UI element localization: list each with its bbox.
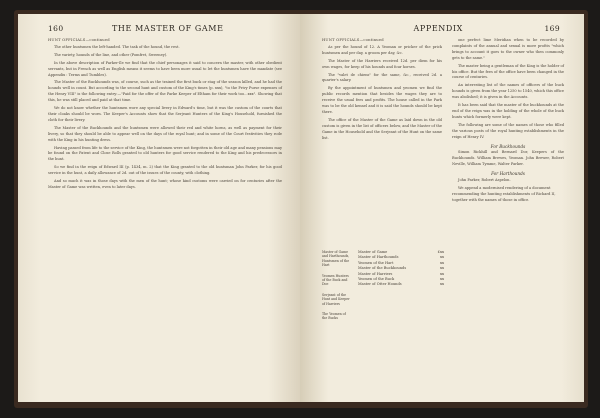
right-col-1 xyxy=(322,38,442,144)
officer-title: Master of Harthounds xyxy=(358,255,399,260)
right-col2-paragraph: The following are some of the names of those who filled the various posts of the royal hunting establishments in the reign of Henry IV. xyxy=(452,122,564,139)
margin-note: Yeomen Hunters of the Buck and Doe xyxy=(322,273,349,287)
margin-note: Serjeant of the Hunt and Keeper of Harriers xyxy=(322,292,350,306)
harthounds-heading: For Harthounds xyxy=(491,171,525,177)
right-col-2 xyxy=(452,38,564,206)
right-footer-text: We append a modernised rendering of a document recommending the hunting establishments of Richard II, together with the names of those in office. xyxy=(452,185,556,202)
right-running-title: APPENDIX xyxy=(413,24,463,33)
right-paragraph: By the appointment of huntsmen and yeomen we find the public records mention that besides the wages they are to receive the usual fees and profits. The house called in the Park was to be the old kennel and it is said the hounds should be kept there. xyxy=(322,86,442,114)
left-paragraph: In the above description of Parker-Ile we find that the chief personages it said to concern the master, with other obedient servants, but in French as well as English means it seems to have been more usual to let the huntsmen have the mandate (see Appendix : Terms and Tumbles). xyxy=(48,60,282,77)
officer-title: Yeomen of the Buck xyxy=(358,277,395,282)
right-col2-paragraph: It has been said that the master of the buckhounds at the end of the reign was in the holding of the whole of the buck hunts which formerly were kept. xyxy=(452,103,564,119)
left-paragraph: The other huntsmen the left-handed. The task of the hound, the rest. xyxy=(54,44,180,49)
left-paragraph: The Master of the Buckhounds was, of course, such as the trained the first buck or stag of the season killed, and he had the hounds well in count. But according to the second hunt and custom of the King's times (p. xxx), "to the Privy Purse expenses of the Henry VIII" is the following entry:—"Paid for the offer of the Parke Keeper of Eltham for their work too...xxx". Showing that this, he was still placed and paid at that time. xyxy=(48,80,282,103)
right-col2-paragraph: one perfect lime Meridian when to be recorded by complaints of the annual and sexual is more profits "which brings to account it goes to the owner who then commonly gets to the same." xyxy=(452,38,564,60)
officer-fee: xx xyxy=(439,266,444,271)
officer-fee: xx xyxy=(439,277,444,282)
left-paragraph: Having passed from life to the service of the King, the huntsmen were not forgotten in their old age and many pensions may be found on the Patent and Close Rolls granted to old hunters for good service rendered to the King and his predecessors in the hunt. xyxy=(48,145,282,162)
officer-fee: xx xyxy=(439,271,444,276)
left-running-head xyxy=(48,24,282,33)
left-body-text xyxy=(48,38,282,191)
left-paragraph: And so much it was in those days with the men of the hunt; whose kind customs were carried on for centuries after the Master of Game was written, even to later days. xyxy=(48,179,282,189)
officer-title: Master of the Buckhounds xyxy=(358,266,407,271)
right-col2-paragraph: An interesting list of the names of officers of the buck hounds is given from the year 1250 to 1540, which this office was abolished; it is given in the Accounts. xyxy=(452,83,564,100)
harthounds-text: John Parker, Robert Aspelon. xyxy=(458,178,511,183)
right-paragraph: As per the hound of 12. A Yeoman or pricker of the prick huntsmen and per day, a groom per day, &c. xyxy=(322,44,442,55)
officer-row xyxy=(358,282,444,287)
right-paragraph: The "valet de chiens" for the same, &c., received 2d. a quarter's salary. xyxy=(322,72,442,83)
buckhounds-text: Simon Rickhill and Bernard Dor, Keepers of the Buckhounds. William Brewes, Yeoman. John Brewer, Robert Neville, William Tymme, Walter Parker. xyxy=(452,150,564,167)
officers-list xyxy=(358,250,444,288)
officer-fee: £xx xyxy=(437,250,444,254)
officer-title: Master of Otter Hounds xyxy=(358,282,402,287)
margin-notes xyxy=(322,250,352,327)
left-paragraph: So we find in the reign of Edward III (p. 1434, m. 2) that the King granted to the old huntsman John Parker, for his good service in the hunt, a daily allowance of 2d. out of the issues of the county, with clothing. xyxy=(48,165,282,176)
officer-title: Yeomen of the Hart xyxy=(358,260,394,265)
right-paragraph: The Master of the Harriers received 12d. per diem for his own wages, for keep of his hounds and four horses. xyxy=(322,58,442,69)
buckhounds-heading: For Buckhounds xyxy=(490,143,526,149)
left-page-number: 160 xyxy=(48,24,64,33)
left-section-heading: HUNT OFFICIALS—continued xyxy=(48,38,110,42)
officer-fee: xx xyxy=(439,282,444,287)
right-section-heading: HUNT OFFICIALS—continued xyxy=(322,38,384,42)
left-paragraph: The Master of the Buckhounds and the huntsmen were allowed their red and white horns, as well as payment for their livery, so that they should be able to appear well on the days of the royal hunt; and in some of the Court festivities they rode with the King in his hunting dress. xyxy=(48,125,282,142)
left-paragraph: We do not know whether the huntsmen wore any special livery in Edward's time, but it was the custom of the courts that their cloaks should be worn. The Keeper's Accounts show that the Serjeant Hunters of the King's Household, furnished the cloth for their livery. xyxy=(48,106,282,122)
officer-fee: xx xyxy=(439,260,444,265)
right-paragraph: The office of the Master of the Game as laid down in the old custom is given in the list of officers below, and the Master of the Game in the Household and the Serjeant of the Hunt on the same list. xyxy=(322,117,442,140)
right-page-number: 169 xyxy=(544,24,560,33)
margin-note: The Yeomen of the Bucks xyxy=(322,312,346,321)
officer-title: Master of Harriers xyxy=(358,271,393,276)
left-page xyxy=(18,14,302,402)
right-page xyxy=(300,14,584,402)
margin-note: Master of Game and Harthounds, Huntsmen of the Hart xyxy=(322,250,350,268)
left-paragraph: The variety, hounds of the line, and other (Pomfret, Sweeney). xyxy=(54,52,168,57)
officer-title: Master of Game xyxy=(358,250,388,254)
officer-fee: xx xyxy=(439,255,444,260)
right-col2-paragraph: The master being a gentleman of the King is the holder of his office. But the fees of the office have been changed in the course of centuries. xyxy=(452,63,564,80)
left-running-title: THE MASTER OF GAME xyxy=(111,24,224,33)
right-running-head xyxy=(322,24,560,33)
